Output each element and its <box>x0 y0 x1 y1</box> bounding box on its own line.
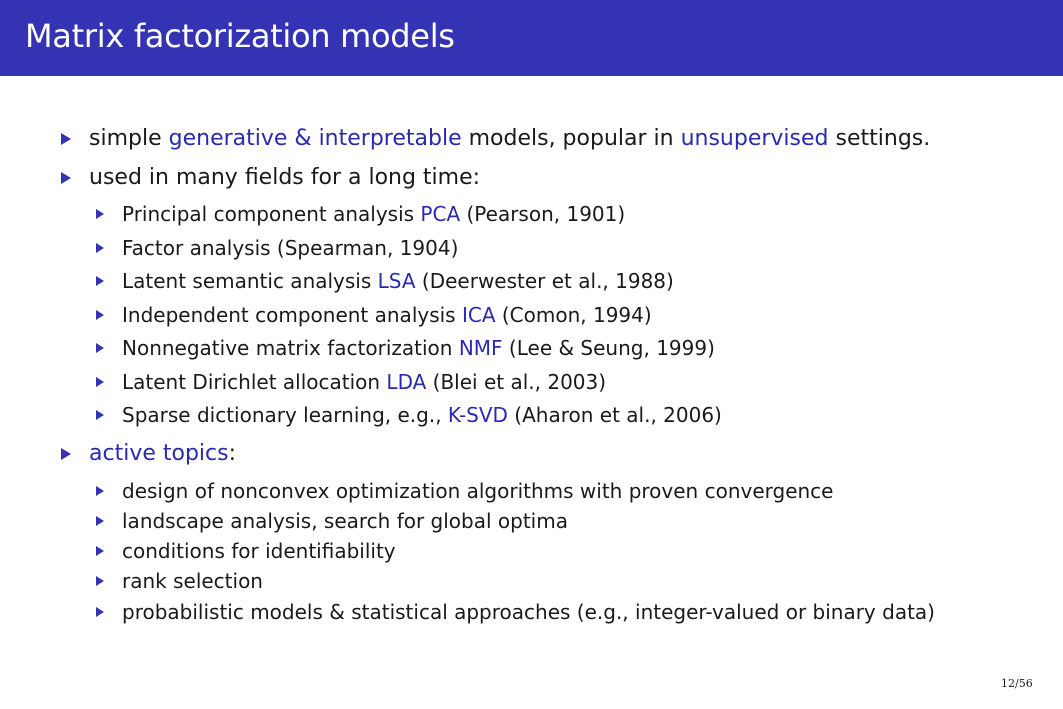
sub-bullet-item <box>122 481 833 501</box>
highlighted-term: K-SVD <box>447 403 508 427</box>
bullet-arrow-icon <box>61 172 71 184</box>
bullet-text: (Deerwester et al., 1988) <box>415 269 674 293</box>
bullet-text: Sparse dictionary learning, e.g., <box>122 403 448 427</box>
sub-bullet-item <box>122 541 396 561</box>
sub-bullet-item <box>122 238 458 258</box>
bullet-text: simple <box>89 126 169 151</box>
highlighted-term: generative & interpretable <box>168 126 462 151</box>
bullet-text: settings. <box>828 126 931 151</box>
bullet-arrow-icon <box>96 209 104 219</box>
highlighted-term: ICA <box>461 303 496 327</box>
bullet-text: rank selection <box>122 569 263 593</box>
sub-bullet-item <box>122 338 715 358</box>
bullet-text: probabilistic models & statistical approaches (e.g., integer-valued or binary data) <box>122 600 935 624</box>
bullet-text: Latent Dirichlet allocation <box>122 370 387 394</box>
bullet-item <box>89 128 930 150</box>
bullet-text: conditions for identifiability <box>122 539 396 563</box>
bullet-text: (Lee & Seung, 1999) <box>502 336 715 360</box>
sub-bullet-item <box>122 271 674 291</box>
sub-bullet-item <box>122 204 625 224</box>
highlighted-term: LDA <box>386 370 427 394</box>
bullet-arrow-icon <box>96 607 104 617</box>
bullet-item <box>89 167 480 189</box>
bullet-text: used in many fields for a long time: <box>89 165 481 190</box>
highlighted-term: LSA <box>377 269 416 293</box>
bullet-arrow-icon <box>96 377 104 387</box>
sub-bullet-item <box>122 372 606 392</box>
bullet-text: Latent semantic analysis <box>122 269 378 293</box>
bullet-text: Independent component analysis <box>122 303 462 327</box>
bullet-text: Principal component analysis <box>122 202 421 226</box>
highlighted-term: NMF <box>458 336 503 360</box>
bullet-arrow-icon <box>96 243 104 253</box>
sub-bullet-item <box>122 305 652 325</box>
bullet-arrow-icon <box>96 576 104 586</box>
page-number: 12/56 <box>1001 677 1033 690</box>
bullet-arrow-icon <box>96 276 104 286</box>
bullet-arrow-icon <box>96 516 104 526</box>
bullet-text: landscape analysis, search for global optima <box>122 509 568 533</box>
bullet-arrow-icon <box>96 310 104 320</box>
bullet-text: (Comon, 1994) <box>495 303 652 327</box>
sub-bullet-item <box>122 571 263 591</box>
bullet-arrow-icon <box>61 448 71 460</box>
bullet-text: (Aharon et al., 2006) <box>507 403 722 427</box>
bullet-text: models, popular in <box>461 126 681 151</box>
bullet-arrow-icon <box>96 410 104 420</box>
sub-bullet-item <box>122 511 568 531</box>
bullet-arrow-icon <box>61 133 71 145</box>
sub-bullet-item <box>122 405 722 425</box>
bullet-text: (Pearson, 1901) <box>460 202 626 226</box>
bullet-item <box>89 443 236 465</box>
bullet-text: design of nonconvex optimization algorithms with proven convergence <box>122 479 834 503</box>
bullet-text: (Blei et al., 2003) <box>426 370 607 394</box>
slide-title: Matrix factorization models <box>25 17 455 55</box>
highlighted-term: PCA <box>420 202 461 226</box>
highlighted-term: active topics <box>89 441 229 466</box>
sub-bullet-item <box>122 602 935 622</box>
bullet-arrow-icon <box>96 546 104 556</box>
bullet-arrow-icon <box>96 486 104 496</box>
highlighted-term: unsupervised <box>680 126 829 151</box>
bullet-arrow-icon <box>96 343 104 353</box>
bullet-text: : <box>228 441 237 466</box>
bullet-text: Factor analysis (Spearman, 1904) <box>122 236 459 260</box>
bullet-text: Nonnegative matrix factorization <box>122 336 459 360</box>
